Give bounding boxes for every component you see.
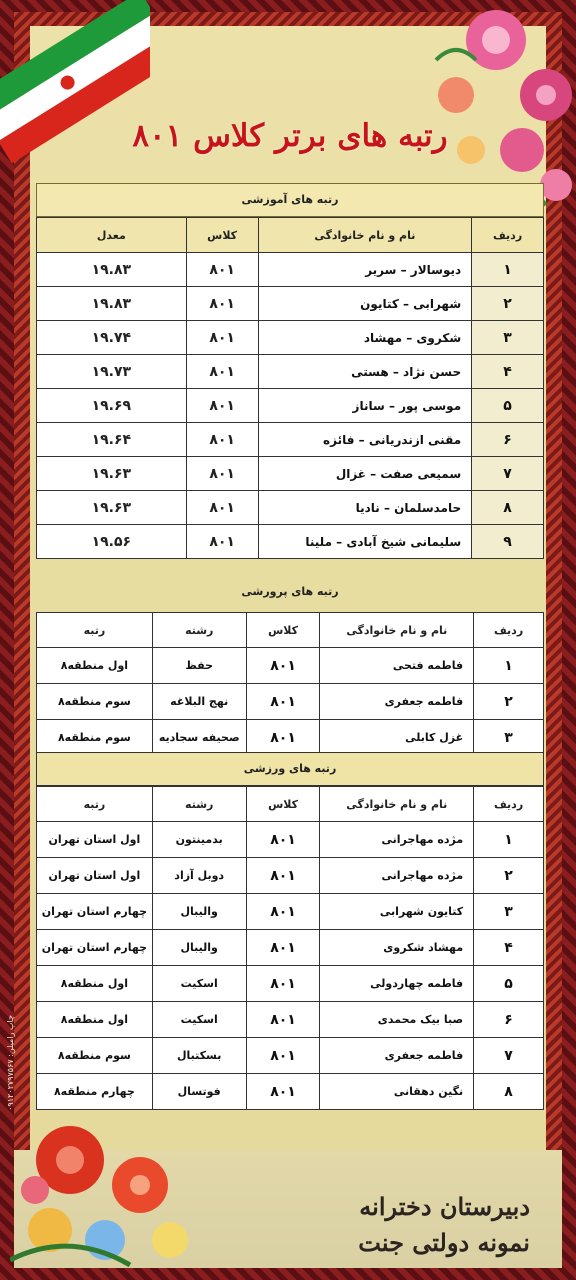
class-cell: ۸۰۱: [246, 1038, 320, 1074]
class-cell: ۸۰۱: [246, 822, 320, 858]
average-cell: ۱۹.۶۹: [37, 389, 187, 423]
name-cell: مژده مهاجرانی: [320, 822, 474, 858]
rank-cell: ۴: [472, 355, 544, 389]
field-cell: حفظ: [152, 648, 246, 684]
class-cell: ۸۰۱: [186, 491, 258, 525]
name-cell: فاطمه چهاردولی: [320, 966, 474, 1002]
table-row: [37, 525, 544, 559]
column-header-average: معدل: [37, 218, 187, 253]
school-name: [230, 1190, 530, 1270]
average-cell: ۱۹.۸۳: [37, 287, 187, 321]
column-header-class: کلاس: [246, 613, 320, 648]
table-row: [37, 966, 544, 1002]
rank-cell: ۸: [472, 491, 544, 525]
class-cell: ۸۰۱: [186, 457, 258, 491]
rank-cell: ۲: [474, 858, 544, 894]
sports-section-heading: رتبه های ورزشی: [36, 752, 544, 786]
table-row: [37, 1038, 544, 1074]
column-header-field: رشته: [152, 787, 246, 822]
class-cell: ۸۰۱: [186, 253, 258, 287]
name-cell: کتایون شهرابی: [320, 894, 474, 930]
column-header-class: کلاس: [246, 787, 320, 822]
rank-cell: ۷: [474, 1038, 544, 1074]
print-credit: چاپ رامیلن: ۰۹۱۲۰۲۷۹۷۵۶۷: [6, 1015, 15, 1111]
rank-cell: ۷: [472, 457, 544, 491]
class-cell: ۸۰۱: [246, 966, 320, 1002]
rank-cell: ۱: [474, 648, 544, 684]
rank-cell: ۱: [474, 822, 544, 858]
rank-cell: ۵: [474, 966, 544, 1002]
class-cell: ۸۰۱: [186, 321, 258, 355]
field-cell: دوبل آزاد: [152, 858, 246, 894]
place-cell: اول منطقه۸: [37, 966, 153, 1002]
table-row: [37, 491, 544, 525]
class-cell: ۸۰۱: [246, 1002, 320, 1038]
average-cell: ۱۹.۶۳: [37, 491, 187, 525]
academic-section-heading: رتبه های آموزشی: [36, 183, 544, 217]
class-cell: ۸۰۱: [186, 525, 258, 559]
table-row: [37, 720, 544, 756]
place-cell: اول منطقه۸: [37, 1002, 153, 1038]
rank-cell: ۶: [472, 423, 544, 457]
class-cell: ۸۰۱: [246, 648, 320, 684]
field-cell: نهج البلاغه: [152, 684, 246, 720]
sports-ranks-table: [36, 786, 544, 1110]
name-cell: موسی پور – ساناز: [258, 389, 472, 423]
table-row: [37, 822, 544, 858]
column-header-name: نام و نام خانوادگی: [320, 787, 474, 822]
cultural-ranks-table: [36, 612, 544, 756]
place-cell: چهارم استان تهران: [37, 930, 153, 966]
class-cell: ۸۰۱: [246, 930, 320, 966]
class-cell: ۸۰۱: [246, 858, 320, 894]
table-row: [37, 894, 544, 930]
name-cell: حسن نژاد – هستی: [258, 355, 472, 389]
place-cell: چهارم منطقه۸: [37, 1074, 153, 1110]
name-cell: شهرابی – کتایون: [258, 287, 472, 321]
table-row: [37, 648, 544, 684]
place-cell: چهارم استان تهران: [37, 894, 153, 930]
table-row: [37, 930, 544, 966]
name-cell: مقنی ازندریانی – فائزه: [258, 423, 472, 457]
column-header-place: رتبه: [37, 787, 153, 822]
rank-cell: ۴: [474, 930, 544, 966]
field-cell: والیبال: [152, 894, 246, 930]
place-cell: اول استان تهران: [37, 822, 153, 858]
table-header-row: [37, 787, 544, 822]
class-cell: ۸۰۱: [246, 894, 320, 930]
name-cell: فاطمه جعفری: [320, 1038, 474, 1074]
field-cell: والیبال: [152, 930, 246, 966]
rank-cell: ۳: [474, 720, 544, 756]
school-name-line2: نمونه دولتی جنت: [358, 1228, 530, 1257]
table-row: [37, 1074, 544, 1110]
field-cell: اسکیت: [152, 966, 246, 1002]
field-cell: فوتسال: [152, 1074, 246, 1110]
rank-cell: ۲: [472, 287, 544, 321]
field-cell: صحیفه سجادیه: [152, 720, 246, 756]
table-row: [37, 253, 544, 287]
class-cell: ۸۰۱: [186, 423, 258, 457]
class-cell: ۸۰۱: [186, 389, 258, 423]
name-cell: حامدسلمان – نادیا: [258, 491, 472, 525]
rank-cell: ۸: [474, 1074, 544, 1110]
name-cell: غزل کابلی: [320, 720, 474, 756]
average-cell: ۱۹.۵۶: [37, 525, 187, 559]
cultural-section-heading: رتبه های پرورشی: [241, 585, 339, 598]
column-header-field: رشته: [152, 613, 246, 648]
field-cell: بسکتبال: [152, 1038, 246, 1074]
class-cell: ۸۰۱: [186, 355, 258, 389]
table-header-row: [37, 613, 544, 648]
name-cell: شکروی – مهشاد: [258, 321, 472, 355]
place-cell: سوم منطقه۸: [37, 1038, 153, 1074]
class-cell: ۸۰۱: [246, 684, 320, 720]
name-cell: فاطمه جعفری: [320, 684, 474, 720]
rank-cell: ۵: [472, 389, 544, 423]
field-cell: اسکیت: [152, 1002, 246, 1038]
column-header-rank: ردیف: [474, 787, 544, 822]
academic-ranks-table: [36, 217, 544, 559]
name-cell: نگین دهقانی: [320, 1074, 474, 1110]
name-cell: مژده مهاجرانی: [320, 858, 474, 894]
rank-cell: ۳: [472, 321, 544, 355]
column-header-name: نام و نام خانوادگی: [320, 613, 474, 648]
name-cell: سمیعی صفت – غزال: [258, 457, 472, 491]
average-cell: ۱۹.۷۴: [37, 321, 187, 355]
table-row: [37, 858, 544, 894]
average-cell: ۱۹.۶۳: [37, 457, 187, 491]
column-header-rank: ردیف: [472, 218, 544, 253]
class-cell: ۸۰۱: [186, 287, 258, 321]
table-row: [37, 389, 544, 423]
average-cell: ۱۹.۸۳: [37, 253, 187, 287]
column-header-name: نام و نام خانوادگی: [258, 218, 472, 253]
table-row: [37, 1002, 544, 1038]
page-title: رتبه های برتر کلاس ۸۰۱: [132, 118, 448, 154]
average-cell: ۱۹.۷۳: [37, 355, 187, 389]
name-cell: دیوسالار – سریر: [258, 253, 472, 287]
table-header-row: [37, 218, 544, 253]
table-row: [37, 355, 544, 389]
table-row: [37, 423, 544, 457]
table-row: [37, 287, 544, 321]
column-header-class: کلاس: [186, 218, 258, 253]
field-cell: بدمینتون: [152, 822, 246, 858]
rank-cell: ۱: [472, 253, 544, 287]
school-name-line1: دبیرستان دخترانه: [359, 1192, 530, 1221]
place-cell: سوم منطقه۸: [37, 684, 153, 720]
table-row: [37, 321, 544, 355]
name-cell: صبا بیک محمدی: [320, 1002, 474, 1038]
place-cell: سوم منطقه۸: [37, 720, 153, 756]
rank-cell: ۹: [472, 525, 544, 559]
column-header-rank: ردیف: [474, 613, 544, 648]
name-cell: سلیمانی شیخ آبادی – ملینا: [258, 525, 472, 559]
average-cell: ۱۹.۶۴: [37, 423, 187, 457]
table-row: [37, 684, 544, 720]
place-cell: اول منطقه۸: [37, 648, 153, 684]
rank-cell: ۲: [474, 684, 544, 720]
table-row: [37, 457, 544, 491]
class-cell: ۸۰۱: [246, 1074, 320, 1110]
name-cell: فاطمه فتحی: [320, 648, 474, 684]
column-header-place: رتبه: [37, 613, 153, 648]
place-cell: اول استان تهران: [37, 858, 153, 894]
flowers-decoration-icon: [10, 1110, 220, 1280]
rank-cell: ۳: [474, 894, 544, 930]
name-cell: مهشاد شکروی: [320, 930, 474, 966]
class-cell: ۸۰۱: [246, 720, 320, 756]
rank-cell: ۶: [474, 1002, 544, 1038]
